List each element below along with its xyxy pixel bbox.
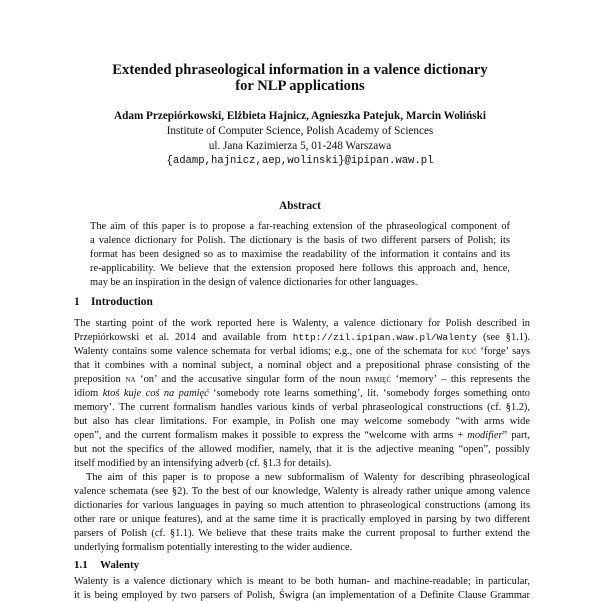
body-line: other rare or unique features), and at the same time it is practically employed in parsing by two different: [74, 514, 530, 525]
subsection-number: 1.1: [74, 559, 88, 571]
section-number: 1: [74, 296, 80, 308]
body-text: ‘somebody rote learns something’, lit. ‘somebody forges something onto: [208, 388, 530, 399]
walenty-url-link[interactable]: http://zil.ipipan.waw.pl/Walenty: [292, 332, 477, 343]
abstract-line: a valence dictionary for Polish. The dictionary is the basis of two different parsers of Polish; its: [90, 235, 510, 246]
body-line: [74, 387, 530, 401]
body-line: but not the specifics of the allowed modifier, namely, that it is the adjective meaning “open”, possibly: [74, 444, 530, 455]
paper-title-line-2: for NLP applications: [235, 78, 365, 94]
abstract-line: format has been designed so as to maximise the readability of the information it contains and its: [90, 249, 510, 260]
section-heading-introduction: [74, 295, 153, 309]
body-text: Przepiórkowski et al. 2014 and available from: [74, 332, 293, 343]
body-text: preposition: [74, 374, 126, 385]
body-text: Walenty contains some valence schemata for verbal idioms; e.g., one of the schemata for: [74, 346, 462, 357]
body-text: ‘on’ and the accusative singular form of the noun: [135, 374, 366, 385]
lexeme-smallcaps: pamięć: [365, 374, 391, 385]
body-text: open”, and the current formalism makes it possible to express the “welcome with arms +: [74, 430, 468, 441]
body-line: underlying formalism potentially interesting to the wider audience.: [74, 542, 353, 553]
body-text: (see §1.1).: [476, 332, 530, 343]
body-line: The aim of this paper is to propose a new subformalism of Walenty for describing phraseological: [86, 472, 530, 483]
affiliation: Institute of Computer Science, Polish Academy of Sciences: [166, 125, 434, 137]
subsection-heading-walenty: [74, 558, 139, 572]
body-line: that it combines with a nominal subject, a nominal object and a prepositional phrase consisting of the: [74, 360, 530, 371]
subsection-title: Walenty: [100, 559, 140, 571]
abstract-heading: Abstract: [279, 200, 321, 212]
body-line: memory’. The current formalism handles various kinds of verbal phraseological constructions (cf. §1.2),: [74, 402, 530, 413]
body-line: Walenty is a valence dictionary which is meant to be both human- and machine-readable; in particular,: [74, 576, 530, 587]
body-line: it is being employed by two parsers of Polish, Świgra (an implementation of a Definite Clause Grammar: [74, 590, 530, 601]
body-text: ‘memory’ – this represents the: [391, 374, 530, 385]
body-line: dictionaries for various languages in paying so much attention to phraseological constructions (among its: [74, 500, 530, 511]
email-address: {adamp,hajnicz,aep,wolinski}@ipipan.waw.pl: [166, 155, 434, 167]
body-text: ‘forge’ says: [476, 346, 530, 357]
abstract-line: re-applicability. We believe that the extension proposed here follows this approach and, hence,: [90, 263, 510, 274]
idiom-italic: ktoś kuje coś na pamięć: [102, 388, 209, 399]
body-line: [74, 331, 530, 345]
body-line: but also has clear limitations. For example, in Polish one may welcome somebody “with arms wide: [74, 416, 530, 427]
lexeme-smallcaps: kuć: [461, 346, 477, 357]
lexeme-smallcaps: na: [125, 374, 136, 385]
body-text: ” part,: [502, 430, 530, 441]
body-line: The starting point of the work reported here is Walenty, a valence dictionary for Polish described in: [74, 318, 530, 329]
body-line: itself modified by an intensifying adverb (cf. §1.3 for details).: [74, 458, 332, 469]
body-line: parsers of Polish (cf. §1.1). We believe that these traits make the current proposal to further extend the: [74, 528, 530, 539]
body-text: idiom: [74, 388, 103, 399]
abstract-line: may be an inspiration in the design of valence dictionaries for other languages.: [90, 277, 418, 288]
section-title: Introduction: [91, 296, 153, 308]
author-list: Adam Przepiórkowski, Elżbieta Hajnicz, Agnieszka Patejuk, Marcin Woliński: [114, 110, 486, 122]
body-line: valence schemata (see §2). To the best of our knowledge, Walenty is already rather unique among valence: [74, 486, 530, 497]
address: ul. Jana Kazimierza 5, 01-248 Warszawa: [208, 140, 392, 152]
modifier-italic: modifier: [467, 430, 503, 441]
body-line: [74, 345, 530, 359]
body-line: [74, 429, 530, 443]
abstract-line: The aim of this paper is to propose a far-reaching extension of the phraseological component of: [90, 221, 510, 232]
body-line: [74, 373, 530, 387]
paper-title-line-1: Extended phraseological information in a valence dictionary: [112, 62, 488, 78]
